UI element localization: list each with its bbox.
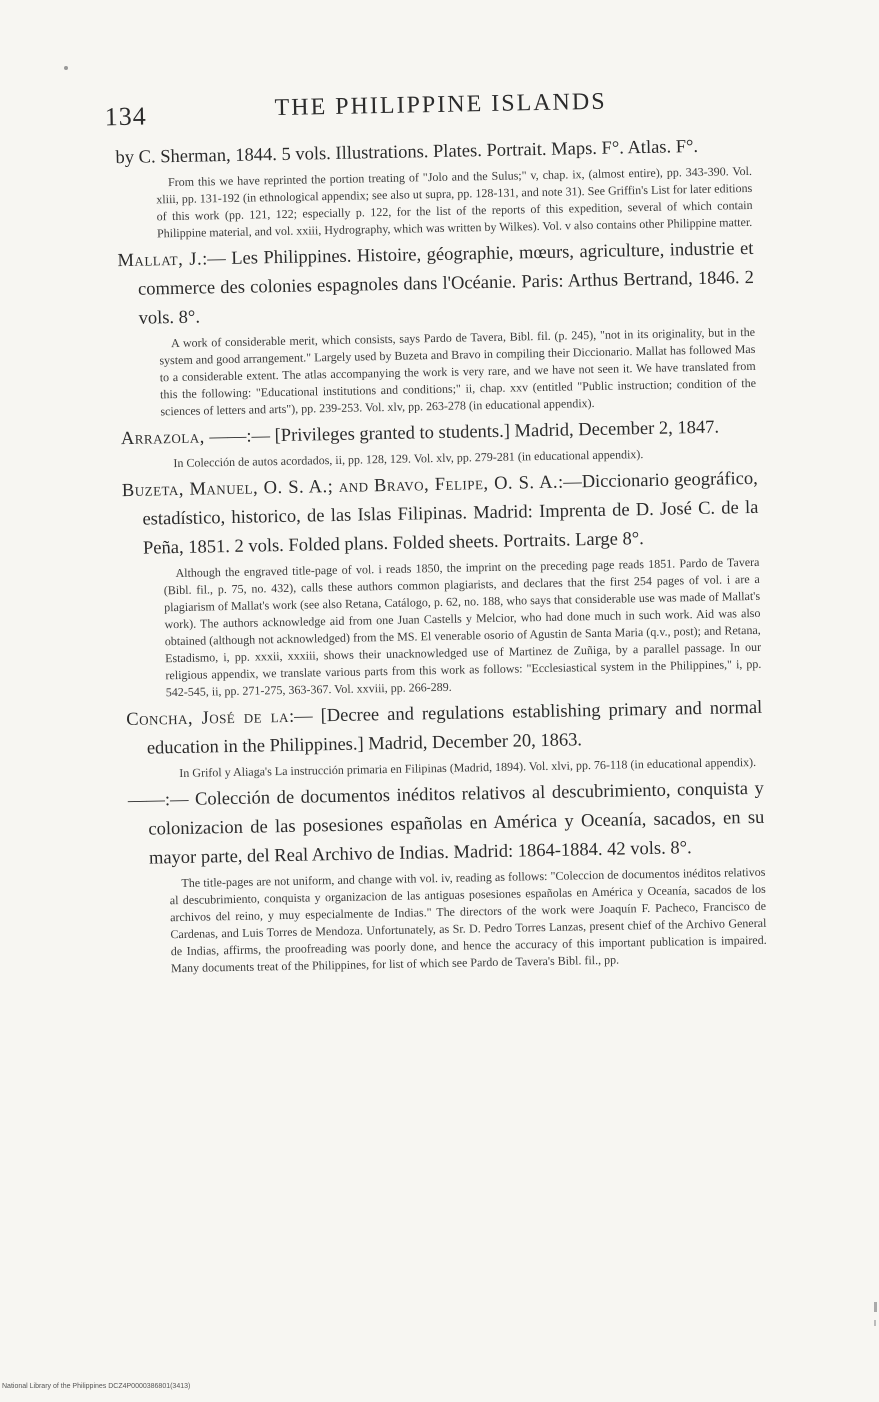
entry-6-note: The title-pages are not uniform, and change with vol. iv, reading as follows: "Coleccion de documentos inéditos relativos al descubrimiento, conquista y organizacion de las antiguas posesiones españolas en América y Oceanía, sacados de los archivos del reino, y muy especialmente de Indias." The directors of the work were Joaquín F. Pacheco, Francisco de Cardenas, and Luis Torres de Mendoza. Unfortunately, as Sr. D. Pedro Torres Lanzas, present chief of the Archivo General de Indias, affirms, the proofreading was poorly done, and hence the accuracy of this important publication is impaired. Many documents treat of the Philippines, for list of which see Pardo de Tavera's Bibl. fil., pp. bbox=[169, 864, 767, 977]
entry-2-author: Mallat, J. bbox=[117, 249, 202, 271]
entry-2 bbox=[117, 235, 755, 334]
entry-2-note: A work of considerable merit, which consists, says Pardo de Tavera, Bibl. fil. (p. 245), "not in its originality, but in the system and good arrangement." Largely used by Buzeta and Bravo in compiling their Diccionario. Mallat has followed Mas to a considerable extent. The atlas accompanying the work is very rare, and we have not seen it. We have translated from this the following: "Educational institutions and conditions;" ii, chap. xxv (entitled "Public instruction; condition of the sciences of letters and arts"), pp. 239-253. Vol. xlv, pp. 263-278 (in educational appendix). bbox=[159, 324, 757, 420]
page-header bbox=[104, 82, 765, 135]
entry-1-note: From this we have reprinted the portion treating of "Jolo and the Sulus;" v, chap. ix, (almost entire), pp. 343-390. Vol. xliii, pp. 131-192 (in ethnological appendix; see also ut supra, pp. 128-131, and note 31). See Griffin's List for later editions of this work (pp. 121, 122; especially p. 122, for the list of the reports of this expedition, several of which contain Philippine material, and vol. xxiii, Hydrography, which was written by Wilkes). Vol. v also contains other Philippine matter. bbox=[156, 163, 753, 242]
scan-credit: National Library of the Philippines DCZ4P0000386801(3413) bbox=[2, 1383, 190, 1390]
entry-1-text: by C. Sherman, 1844. 5 vols. Illustrations. Plates. Portrait. Maps. F°. Atlas. F°. bbox=[115, 137, 698, 168]
entry-4-note: Although the engraved title-page of vol. i reads 1850, the imprint on the preceding page reads 1851. Pardo de Tavera (Bibl. fil., p. 75, no. 432), calls these authors common plagiarists, and declares that the first 254 pages of vol. i are a plagiarism of Mallat's work (see also Retana, Catálogo, p. 62, no. 188, who says that considerable use was made of Mallat's work). The authors acknowledge aid from one Juan Castells y Melcior, who had done much in such work. Aid was also obtained (although not acknowledged) from the MS. El venerable osorio of Agustin de Santa Maria (q.v., post); and Retana, Estadismo, i, pp. xxxii, xxxiii, shows their unacknowledged use of Martinez de Zuñiga, by a parallel passage. In our religious appendix, we translate various parts from this work as follows: "Ecclesiastical system in the Philippines," i, pp. 542-545, ii, pp. 271-275, 363-367. Vol. xxviii, pp. 266-289. bbox=[163, 554, 762, 701]
entry-5-author: Concha, José de la bbox=[126, 707, 289, 730]
entry-3-author: Arrazola, bbox=[121, 427, 205, 449]
entry-5-text: :— [Decree and regulations establishing primary and normal education in the Philippines.] Madrid, December 20, 1863. bbox=[147, 698, 763, 759]
entry-6-text: ——:— Colección de documentos inéditos relativos al descubrimiento, conquista y colonizacion de las posesiones españolas en América y Oceanía, sacados, en su mayor parte, del Real Archivo de Indias. Madrid: 1864-1884. 42 vols. 8°. bbox=[128, 779, 765, 869]
entry-4 bbox=[122, 465, 760, 564]
entry-2-text: :— Les Philippines. Histoire, géographie, mœurs, agriculture, industrie et commerce des colonies espagnoles dans l'Océanie. Paris: Arthus Bertrand, 1846. 2 vols. 8°. bbox=[138, 239, 754, 329]
page-number: 134 bbox=[104, 102, 147, 133]
bibliography-body bbox=[115, 132, 767, 982]
entry-4-author: Buzeta, Manuel, O. S. A.; and Bravo, Felipe, O. S. A. bbox=[122, 473, 559, 501]
running-title: THE PHILIPPINE ISLANDS bbox=[274, 89, 606, 122]
entry-5 bbox=[126, 694, 763, 764]
entry-6 bbox=[128, 775, 766, 874]
entry-4-text: :—Diccionario geográfico, estadístico, historico, de las Islas Filipinas. Madrid: Imprenta de D. José C. de la Peña, 1851. 2 vols. Folded plans. Folded sheets. Portraits. Large 8°. bbox=[142, 469, 758, 559]
entry-3-text: ——:— [Privileges granted to students.] Madrid, December 2, 1847. bbox=[209, 418, 719, 448]
entry-3-note: In Colección de autos acordados, ii, pp. 128, 129. Vol. xlv, pp. 279-281 (in educational appendix). bbox=[161, 444, 757, 472]
entry-5-note: In Grifol y Aliaga's La instrucción primaria en Filipinas (Madrid, 1894). Vol. xlvi, pp. 76-118 (in educational appendix). bbox=[167, 754, 763, 782]
edge-mark bbox=[874, 1320, 876, 1326]
edge-mark bbox=[874, 1302, 877, 1312]
